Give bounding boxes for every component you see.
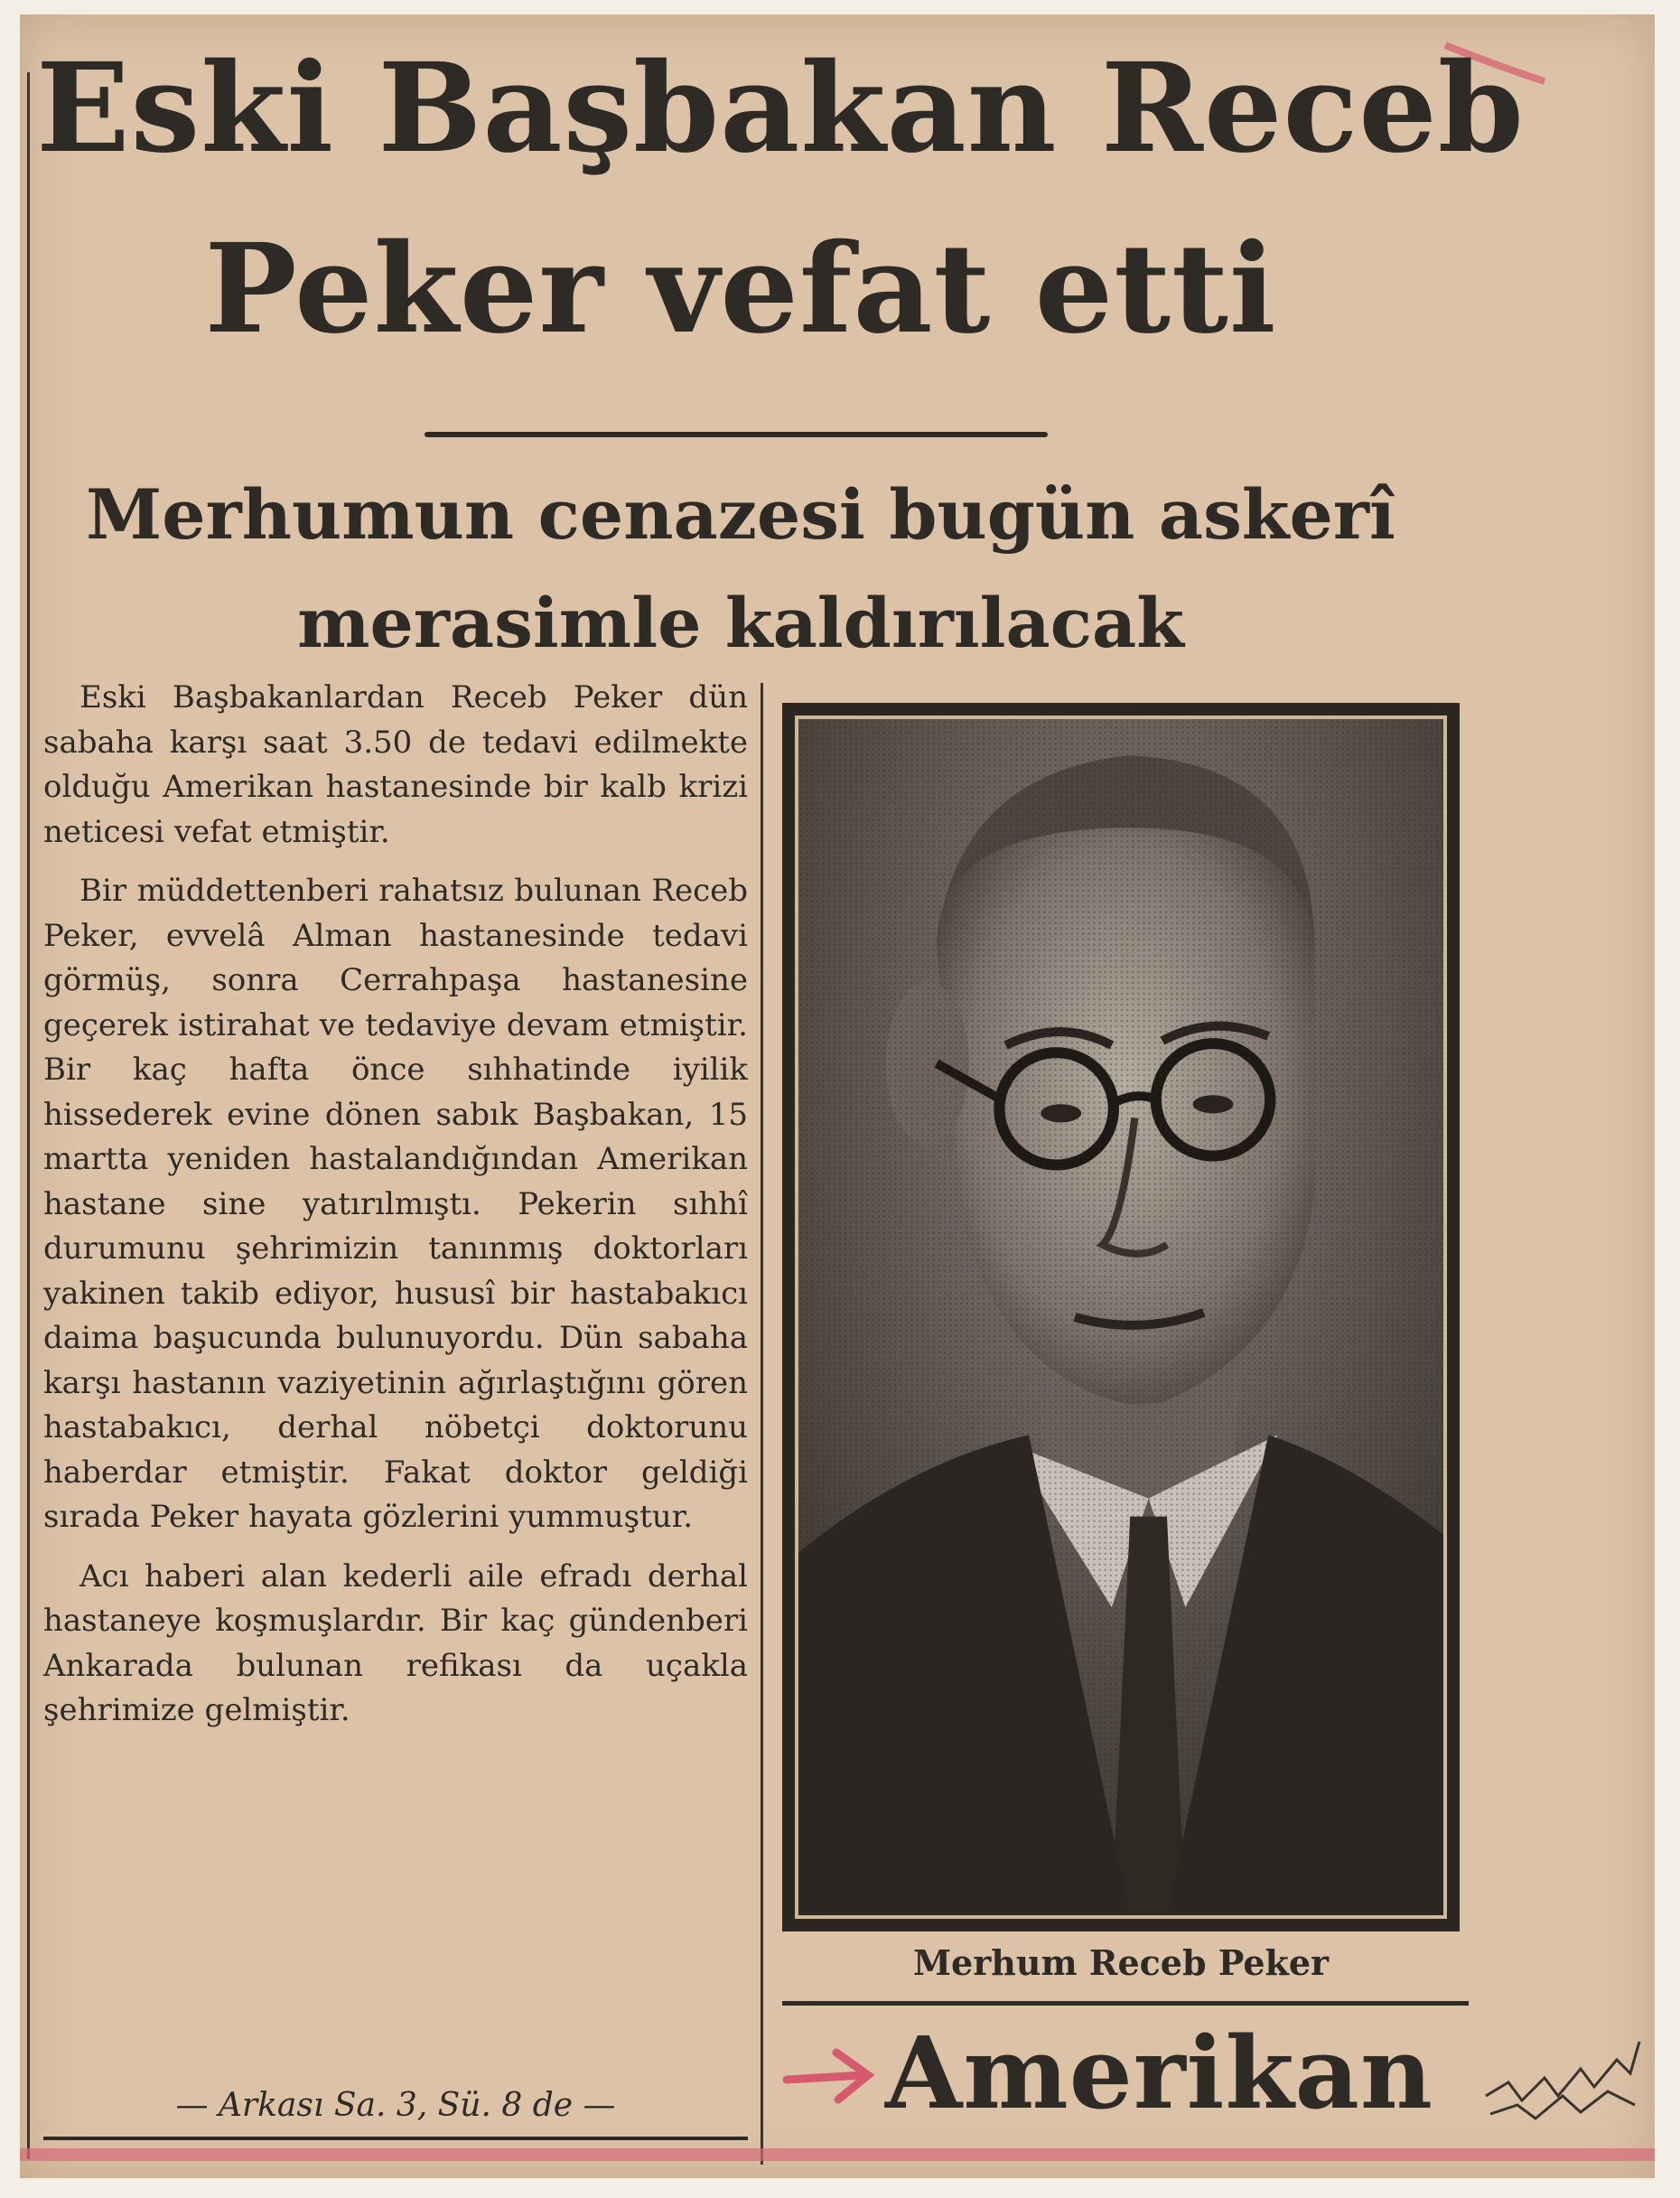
torn-edge-mark xyxy=(1481,2006,1644,2127)
portrait-photo-frame xyxy=(782,703,1460,1931)
column-bottom-rule xyxy=(43,2137,748,2140)
headline-line-1: Eski Başbakan Receb xyxy=(36,36,1525,181)
red-arrow-mark xyxy=(782,2044,882,2110)
caption-rule xyxy=(782,2001,1469,2006)
portrait-photo xyxy=(795,716,1447,1919)
article-body xyxy=(43,676,748,1748)
headline-divider xyxy=(425,432,1048,437)
subheadline-line-1: Merhumun cenazesi bugün askerî xyxy=(86,474,1395,555)
portrait-illustration xyxy=(798,719,1443,1915)
subheadline-line-2: merasimle kaldırılacak xyxy=(297,583,1184,663)
red-bottom-stripe xyxy=(20,2148,1655,2161)
article-paragraph-2: Bir müddettenberi rahatsız bulunan Receb Peker, evvelâ Alman hastanesinde tedavi görmüş, sonra Cerrahpaşa hastanesine geçerek istirahat ve tedaviye devam etmiştir. Bir kaç hafta önce sıhhatinde iyilik hissederek evine dönen sabık Başbakan, 15 martta yeniden hastalandığından Amerikan hastane sine yatırılmıştı. Pekerin sıhhî durumunu şehrimizin tanınmış doktorları yakinen takib ediyor, hususî bir hastabakıcı daima başucunda bulunuyordu. Dün sabaha karşı hastanın vaziyetinin ağırlaştığını gören hastabakıcı, derhal nöbetçi doktorunu haberdar etmiştir. Fakat doktor geldiği sırada Peker hayata gözlerini yummuştur. xyxy=(43,873,748,1535)
continued-note: — Arkası Sa. 3, Sü. 8 de — xyxy=(175,2087,616,2124)
left-column-rule xyxy=(27,72,30,2159)
headline-line-2: Peker vefat etti xyxy=(204,217,1277,361)
column-divider xyxy=(761,683,763,2165)
photo-caption: Merhum Receb Peker xyxy=(912,1942,1330,1983)
article-paragraph-1: Eski Başbakanlardan Receb Peker dün sabaha karşı saat 3.50 de tedavi edilmekte olduğu Amerikan hastanesinde bir kalb krizi neticesi vefat etmiştir. xyxy=(43,679,748,850)
article-paragraph-3: Acı haberi alan kederli aile efradı derhal hastaneye koşmuşlardır. Bir kaç gündenberi Ankarada bulunan refikası da uçakla şehrimize gelmiştir. xyxy=(43,1557,748,1728)
next-article-headline: Amerikan xyxy=(885,2015,1433,2131)
